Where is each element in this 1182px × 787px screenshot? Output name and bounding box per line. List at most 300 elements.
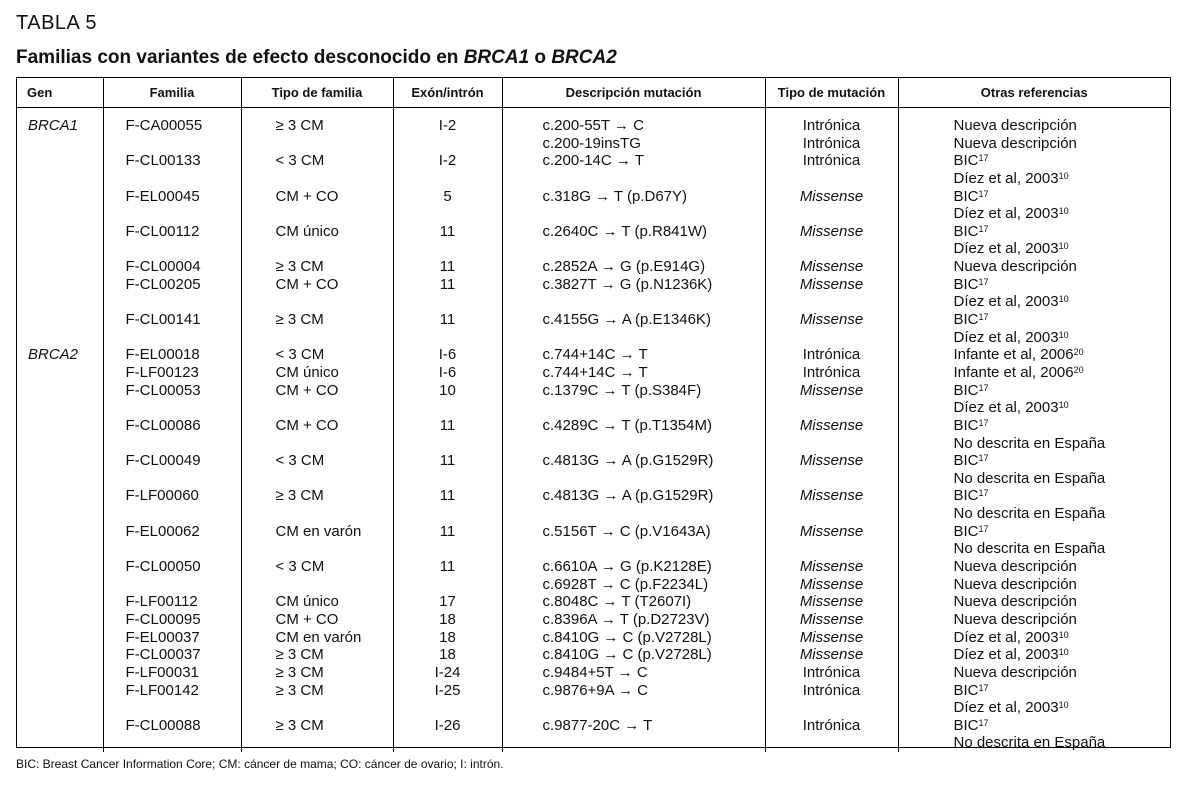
column-otras-referencias bbox=[898, 108, 1170, 753]
cell-descripcion: c.5156T → C (p.V1643A) bbox=[542, 522, 711, 540]
cell-tipo-familia: CM + CO bbox=[275, 187, 339, 205]
cell-gen bbox=[17, 276, 103, 294]
cell-descripcion: c.9484+5T → C bbox=[542, 663, 648, 681]
reference-text: BIC bbox=[953, 222, 979, 240]
cell-familia: F-LF00031 bbox=[125, 663, 199, 681]
cell-tipo-familia bbox=[242, 576, 393, 594]
cell-familia bbox=[104, 435, 241, 453]
cell-exon-intron bbox=[394, 734, 502, 752]
cell-exon-intron: 18 bbox=[439, 646, 456, 664]
cell-gen bbox=[17, 505, 103, 523]
cell-exon-intron bbox=[394, 205, 502, 223]
cell-tipo-familia: CM único bbox=[275, 363, 339, 381]
reference-text: BIC bbox=[953, 716, 979, 734]
cell-tipo-familia: CM + CO bbox=[275, 416, 339, 434]
cell-descripcion: c.6928T → C (p.F2234L) bbox=[542, 575, 709, 593]
cell-familia: F-CL00050 bbox=[125, 558, 201, 576]
cell-descripcion: c.2852A → G (p.E914G) bbox=[542, 258, 706, 276]
cell-descripcion bbox=[503, 240, 765, 258]
cell-tipo-familia: CM + CO bbox=[275, 610, 339, 628]
cell-familia bbox=[104, 505, 241, 523]
cell-otras-referencias bbox=[899, 576, 1171, 594]
reference-text: Nueva descripción bbox=[953, 575, 1077, 593]
variants-table bbox=[16, 77, 1171, 752]
cell-tipo-familia: < 3 CM bbox=[275, 346, 325, 364]
header-gen: Gen bbox=[17, 78, 103, 108]
cell-gen bbox=[17, 240, 103, 258]
reference-superscript: 17 bbox=[978, 682, 989, 693]
cell-otras-referencias bbox=[899, 699, 1171, 717]
cell-familia bbox=[104, 205, 241, 223]
cell-tipo-mutacion: Intrónica bbox=[802, 134, 861, 152]
reference-text: BIC bbox=[953, 681, 979, 699]
cell-gen bbox=[17, 152, 103, 170]
cell-descripcion bbox=[503, 205, 765, 223]
cell-tipo-mutacion bbox=[766, 540, 898, 558]
title-gene-2: BRCA2 bbox=[551, 47, 617, 68]
header-familia: Familia bbox=[103, 78, 241, 108]
cell-tipo-familia bbox=[242, 170, 393, 188]
cell-tipo-mutacion bbox=[766, 505, 898, 523]
column-exon-intron bbox=[393, 108, 502, 753]
column-tipo-familia bbox=[241, 108, 393, 753]
cell-exon-intron: 11 bbox=[439, 311, 456, 329]
cell-familia: F-LF00123 bbox=[125, 363, 199, 381]
cell-exon-intron: 17 bbox=[439, 593, 456, 611]
cell-exon-intron bbox=[394, 135, 502, 153]
cell-tipo-mutacion: Intrónica bbox=[802, 663, 861, 681]
title-prefix: Familias con variantes de efecto desconocido en bbox=[16, 47, 464, 68]
reference-superscript: 10 bbox=[1058, 241, 1069, 252]
reference-text: Díez et al, 2003 bbox=[953, 205, 1059, 223]
cell-exon-intron bbox=[394, 399, 502, 417]
cell-exon-intron bbox=[394, 505, 502, 523]
cell-familia: F-EL00062 bbox=[125, 522, 200, 540]
cell-exon-intron: I-2 bbox=[438, 152, 457, 170]
reference-superscript: 20 bbox=[1073, 347, 1084, 358]
footnote: BIC: Breast Cancer Information Core; CM: cáncer de mama; CO: cáncer de ovario; I: intrón. bbox=[16, 757, 504, 771]
cell-tipo-familia bbox=[242, 734, 393, 752]
cell-tipo-mutacion bbox=[766, 435, 898, 453]
cell-tipo-familia bbox=[242, 399, 393, 417]
cell-tipo-mutacion: Missense bbox=[799, 628, 864, 646]
cell-gen bbox=[17, 593, 103, 611]
reference-text: Nueva descripción bbox=[953, 258, 1077, 276]
cell-descripcion: c.4813G → A (p.G1529R) bbox=[542, 487, 714, 505]
cell-tipo-mutacion: Missense bbox=[799, 646, 864, 664]
cell-otras-referencias bbox=[899, 417, 1171, 435]
cell-gen bbox=[17, 452, 103, 470]
cell-familia: F-CL00133 bbox=[125, 152, 201, 170]
cell-tipo-mutacion: Missense bbox=[799, 610, 864, 628]
cell-familia: F-CA00055 bbox=[125, 117, 203, 134]
reference-superscript: 10 bbox=[1058, 700, 1069, 711]
title-connector: o bbox=[529, 47, 552, 68]
cell-descripcion: c.6610A → G (p.K2128E) bbox=[542, 558, 712, 576]
cell-tipo-familia bbox=[242, 293, 393, 311]
cell-exon-intron: I-6 bbox=[438, 346, 457, 364]
reference-superscript: 10 bbox=[1058, 629, 1069, 640]
cell-otras-referencias bbox=[899, 505, 1171, 523]
cell-exon-intron: 11 bbox=[439, 275, 456, 293]
cell-gen bbox=[17, 399, 103, 417]
cell-otras-referencias bbox=[899, 223, 1171, 241]
cell-otras-referencias bbox=[899, 293, 1171, 311]
cell-exon-intron: 11 bbox=[439, 452, 456, 470]
cell-otras-referencias bbox=[899, 717, 1171, 735]
cell-exon-intron: 11 bbox=[439, 487, 456, 505]
cell-descripcion: c.1379C → T (p.S384F) bbox=[542, 381, 702, 399]
cell-familia bbox=[104, 399, 241, 417]
cell-descripcion: c.2640C → T (p.R841W) bbox=[542, 222, 708, 240]
cell-descripcion bbox=[503, 170, 765, 188]
cell-otras-referencias bbox=[899, 452, 1171, 470]
cell-tipo-familia bbox=[242, 205, 393, 223]
header-tipo-familia: Tipo de familia bbox=[241, 78, 393, 108]
cell-familia: F-CL00053 bbox=[125, 381, 201, 399]
cell-descripcion bbox=[503, 734, 765, 752]
cell-familia bbox=[104, 576, 241, 594]
reference-superscript: 17 bbox=[978, 717, 989, 728]
cell-tipo-familia: < 3 CM bbox=[275, 452, 325, 470]
cell-otras-referencias bbox=[899, 346, 1171, 364]
cell-otras-referencias bbox=[899, 540, 1171, 558]
cell-tipo-mutacion bbox=[766, 399, 898, 417]
cell-tipo-mutacion: Missense bbox=[799, 381, 864, 399]
cell-exon-intron bbox=[394, 435, 502, 453]
cell-otras-referencias bbox=[899, 558, 1171, 576]
cell-tipo-familia: ≥ 3 CM bbox=[275, 716, 324, 734]
reference-text: Nueva descripción bbox=[953, 610, 1077, 628]
cell-otras-referencias bbox=[899, 117, 1171, 135]
cell-familia: F-CL00037 bbox=[125, 646, 201, 664]
cell-tipo-familia: CM + CO bbox=[275, 275, 339, 293]
cell-otras-referencias bbox=[899, 487, 1171, 505]
cell-gen bbox=[17, 223, 103, 241]
reference-text: BIC bbox=[953, 522, 979, 540]
cell-tipo-familia bbox=[242, 435, 393, 453]
cell-exon-intron: I-25 bbox=[434, 681, 461, 699]
cell-tipo-mutacion: Missense bbox=[799, 558, 864, 576]
cell-familia bbox=[104, 699, 241, 717]
cell-otras-referencias bbox=[899, 664, 1171, 682]
cell-exon-intron: I-2 bbox=[438, 117, 457, 134]
reference-text: BIC bbox=[953, 452, 979, 470]
cell-tipo-familia bbox=[242, 240, 393, 258]
reference-text: No descrita en España bbox=[953, 434, 1106, 452]
reference-text: Infante et al, 2006 bbox=[953, 346, 1074, 364]
cell-otras-referencias bbox=[899, 682, 1171, 700]
cell-tipo-mutacion bbox=[766, 205, 898, 223]
cell-tipo-mutacion bbox=[766, 699, 898, 717]
cell-descripcion: c.318G → T (p.D67Y) bbox=[542, 187, 688, 205]
cell-familia: F-LF00142 bbox=[125, 681, 199, 699]
cell-tipo-mutacion bbox=[766, 170, 898, 188]
reference-text: Díez et al, 2003 bbox=[953, 699, 1059, 717]
cell-descripcion bbox=[503, 505, 765, 523]
cell-gen bbox=[17, 293, 103, 311]
cell-otras-referencias bbox=[899, 188, 1171, 206]
column-gen bbox=[17, 108, 103, 753]
cell-tipo-familia: CM único bbox=[275, 222, 339, 240]
column-tipo-mutacion bbox=[765, 108, 898, 753]
cell-tipo-mutacion: Missense bbox=[799, 593, 864, 611]
cell-familia: F-CL00086 bbox=[125, 416, 201, 434]
cell-gen bbox=[17, 258, 103, 276]
cell-gen bbox=[17, 435, 103, 453]
cell-tipo-mutacion: Intrónica bbox=[802, 117, 861, 134]
reference-superscript: 17 bbox=[978, 223, 989, 234]
reference-superscript: 10 bbox=[1058, 647, 1069, 658]
cell-descripcion: c.4813G → A (p.G1529R) bbox=[542, 452, 714, 470]
cell-gen bbox=[17, 540, 103, 558]
cell-tipo-mutacion: Intrónica bbox=[802, 681, 861, 699]
reference-text: No descrita en España bbox=[953, 469, 1106, 487]
cell-familia: F-LF00112 bbox=[125, 593, 198, 611]
reference-superscript: 17 bbox=[978, 312, 989, 323]
reference-text: Díez et al, 2003 bbox=[953, 646, 1059, 664]
cell-tipo-mutacion bbox=[766, 734, 898, 752]
cell-gen: BRCA2 bbox=[28, 346, 79, 364]
cell-otras-referencias bbox=[899, 734, 1171, 752]
cell-familia: F-CL00004 bbox=[125, 258, 201, 276]
cell-familia bbox=[104, 329, 241, 347]
reference-superscript: 10 bbox=[1058, 206, 1069, 217]
cell-tipo-mutacion: Missense bbox=[799, 275, 864, 293]
reference-superscript: 10 bbox=[1058, 329, 1069, 340]
cell-tipo-familia: < 3 CM bbox=[275, 152, 325, 170]
cell-exon-intron: 18 bbox=[439, 628, 456, 646]
cell-descripcion: c.4289C → T (p.T1354M) bbox=[542, 416, 713, 434]
reference-text: Díez et al, 2003 bbox=[953, 328, 1059, 346]
reference-text: Nueva descripción bbox=[953, 558, 1077, 576]
reference-text: BIC bbox=[953, 381, 979, 399]
reference-text: BIC bbox=[953, 152, 979, 170]
cell-otras-referencias bbox=[899, 170, 1171, 188]
cell-familia bbox=[104, 540, 241, 558]
cell-tipo-familia: ≥ 3 CM bbox=[275, 646, 324, 664]
cell-exon-intron: I-6 bbox=[438, 363, 457, 381]
header-row bbox=[17, 78, 1170, 108]
cell-tipo-mutacion: Intrónica bbox=[802, 346, 861, 364]
cell-otras-referencias bbox=[899, 364, 1171, 382]
cell-gen bbox=[17, 682, 103, 700]
cell-familia bbox=[104, 293, 241, 311]
cell-tipo-mutacion: Missense bbox=[799, 452, 864, 470]
cell-descripcion: c.9876+9A → C bbox=[542, 681, 648, 699]
cell-exon-intron: 10 bbox=[439, 381, 456, 399]
cell-tipo-mutacion: Intrónica bbox=[802, 152, 861, 170]
cell-descripcion: c.744+14C → T bbox=[542, 346, 648, 364]
cell-tipo-mutacion: Missense bbox=[799, 311, 864, 329]
cell-descripcion: c.8410G → C (p.V2728L) bbox=[542, 646, 712, 664]
cell-gen bbox=[17, 311, 103, 329]
cell-gen bbox=[17, 188, 103, 206]
cell-familia bbox=[104, 170, 241, 188]
cell-otras-referencias bbox=[899, 593, 1171, 611]
cell-exon-intron bbox=[394, 329, 502, 347]
cell-familia: F-EL00018 bbox=[125, 346, 200, 364]
cell-tipo-mutacion bbox=[766, 470, 898, 488]
cell-gen bbox=[17, 417, 103, 435]
cell-exon-intron bbox=[394, 293, 502, 311]
cell-tipo-familia: ≥ 3 CM bbox=[275, 258, 324, 276]
cell-familia: F-CL00205 bbox=[125, 275, 201, 293]
cell-tipo-familia bbox=[242, 135, 393, 153]
cell-gen bbox=[17, 576, 103, 594]
cell-exon-intron: 11 bbox=[439, 416, 456, 434]
cell-familia: F-CL00112 bbox=[125, 222, 200, 240]
cell-descripcion: c.3827T → G (p.N1236K) bbox=[542, 275, 713, 293]
cell-descripcion: c.8048C → T (T2607I) bbox=[542, 593, 692, 611]
cell-gen bbox=[17, 646, 103, 664]
cell-familia: F-CL00049 bbox=[125, 452, 201, 470]
cell-descripcion bbox=[503, 293, 765, 311]
cell-otras-referencias bbox=[899, 152, 1171, 170]
cell-otras-referencias bbox=[899, 523, 1171, 541]
reference-superscript: 17 bbox=[978, 488, 989, 499]
reference-superscript: 20 bbox=[1073, 364, 1084, 375]
reference-text: Nueva descripción bbox=[953, 117, 1077, 134]
cell-otras-referencias bbox=[899, 470, 1171, 488]
cell-tipo-familia: ≥ 3 CM bbox=[275, 663, 324, 681]
cell-exon-intron bbox=[394, 170, 502, 188]
cell-exon-intron: I-24 bbox=[434, 663, 461, 681]
cell-exon-intron: 18 bbox=[439, 610, 456, 628]
cell-exon-intron bbox=[394, 576, 502, 594]
reference-superscript: 17 bbox=[978, 188, 989, 199]
cell-descripcion: c.744+14C → T bbox=[542, 363, 648, 381]
cell-exon-intron: 5 bbox=[443, 187, 452, 205]
cell-exon-intron bbox=[394, 699, 502, 717]
cell-otras-referencias bbox=[899, 258, 1171, 276]
cell-tipo-mutacion: Intrónica bbox=[802, 716, 861, 734]
cell-gen bbox=[17, 611, 103, 629]
reference-text: Díez et al, 2003 bbox=[953, 628, 1059, 646]
cell-familia: F-CL00095 bbox=[125, 610, 201, 628]
cell-gen bbox=[17, 205, 103, 223]
cell-descripcion: c.8410G → C (p.V2728L) bbox=[542, 628, 712, 646]
cell-descripcion bbox=[503, 329, 765, 347]
cell-descripcion bbox=[503, 435, 765, 453]
cell-gen bbox=[17, 382, 103, 400]
cell-gen bbox=[17, 523, 103, 541]
cell-gen: BRCA1 bbox=[28, 117, 79, 134]
cell-exon-intron bbox=[394, 470, 502, 488]
cell-otras-referencias bbox=[899, 205, 1171, 223]
cell-descripcion bbox=[503, 540, 765, 558]
cell-tipo-mutacion bbox=[766, 329, 898, 347]
cell-tipo-familia: CM en varón bbox=[275, 522, 362, 540]
cell-otras-referencias bbox=[899, 399, 1171, 417]
cell-tipo-familia: CM único bbox=[275, 593, 339, 611]
reference-text: BIC bbox=[953, 275, 979, 293]
column-descripcion bbox=[502, 108, 765, 753]
cell-tipo-mutacion: Missense bbox=[799, 258, 864, 276]
cell-tipo-familia bbox=[242, 470, 393, 488]
cell-descripcion bbox=[503, 699, 765, 717]
header-exon-intron: Exón/intrón bbox=[393, 78, 502, 108]
cell-tipo-mutacion: Missense bbox=[799, 222, 864, 240]
cell-otras-referencias bbox=[899, 311, 1171, 329]
cell-tipo-familia: < 3 CM bbox=[275, 558, 325, 576]
table-body-row bbox=[17, 108, 1170, 753]
cell-exon-intron: I-26 bbox=[434, 716, 461, 734]
reference-text: Díez et al, 2003 bbox=[953, 293, 1059, 311]
reference-superscript: 17 bbox=[978, 382, 989, 393]
reference-text: Díez et al, 2003 bbox=[953, 240, 1059, 258]
reference-text: Díez et al, 2003 bbox=[953, 169, 1059, 187]
cell-tipo-mutacion: Missense bbox=[799, 187, 864, 205]
cell-exon-intron: 11 bbox=[439, 258, 456, 276]
cell-gen bbox=[17, 487, 103, 505]
cell-gen bbox=[17, 558, 103, 576]
cell-gen bbox=[17, 734, 103, 752]
cell-familia bbox=[104, 240, 241, 258]
cell-tipo-mutacion: Missense bbox=[799, 575, 864, 593]
reference-text: Díez et al, 2003 bbox=[953, 399, 1059, 417]
reference-superscript: 10 bbox=[1058, 400, 1069, 411]
cell-exon-intron: 11 bbox=[439, 222, 456, 240]
reference-text: BIC bbox=[953, 187, 979, 205]
cell-tipo-familia bbox=[242, 540, 393, 558]
cell-gen bbox=[17, 170, 103, 188]
header-otras-referencias: Otras referencias bbox=[898, 78, 1170, 108]
cell-familia: F-CL00088 bbox=[125, 716, 201, 734]
reference-text: No descrita en España bbox=[953, 540, 1106, 558]
reference-superscript: 17 bbox=[978, 523, 989, 534]
cell-familia bbox=[104, 734, 241, 752]
cell-gen bbox=[17, 629, 103, 647]
cell-otras-referencias bbox=[899, 646, 1171, 664]
reference-text: BIC bbox=[953, 311, 979, 329]
cell-gen bbox=[17, 699, 103, 717]
reference-text: Nueva descripción bbox=[953, 134, 1077, 152]
cell-tipo-familia: CM + CO bbox=[275, 381, 339, 399]
cell-gen bbox=[17, 364, 103, 382]
cell-descripcion: c.9877-20C → T bbox=[542, 716, 653, 734]
column-familia bbox=[103, 108, 241, 753]
reference-superscript: 10 bbox=[1058, 170, 1069, 181]
header-descripcion: Descripción mutación bbox=[502, 78, 765, 108]
reference-text: Nueva descripción bbox=[953, 593, 1077, 611]
cell-descripcion: c.200-14C → T bbox=[542, 152, 644, 170]
reference-superscript: 17 bbox=[978, 153, 989, 164]
cell-tipo-familia bbox=[242, 329, 393, 347]
cell-descripcion bbox=[503, 399, 765, 417]
cell-descripcion: c.200-19insTG bbox=[542, 134, 641, 152]
cell-otras-referencias bbox=[899, 329, 1171, 347]
cell-tipo-familia: ≥ 3 CM bbox=[275, 681, 324, 699]
cell-tipo-familia: CM en varón bbox=[275, 628, 362, 646]
cell-otras-referencias bbox=[899, 276, 1171, 294]
cell-familia bbox=[104, 470, 241, 488]
table-title bbox=[16, 47, 617, 69]
cell-familia: F-EL00045 bbox=[125, 187, 200, 205]
reference-text: BIC bbox=[953, 487, 979, 505]
cell-otras-referencias bbox=[899, 240, 1171, 258]
reference-superscript: 17 bbox=[978, 276, 989, 287]
reference-text: Nueva descripción bbox=[953, 663, 1077, 681]
cell-gen bbox=[17, 470, 103, 488]
cell-otras-referencias bbox=[899, 135, 1171, 153]
cell-familia bbox=[104, 135, 241, 153]
header-tipo-mutacion: Tipo de mutación bbox=[765, 78, 898, 108]
reference-text: No descrita en España bbox=[953, 505, 1106, 523]
cell-familia: F-LF00060 bbox=[125, 487, 199, 505]
cell-familia: F-EL00037 bbox=[125, 628, 200, 646]
cell-gen bbox=[17, 329, 103, 347]
